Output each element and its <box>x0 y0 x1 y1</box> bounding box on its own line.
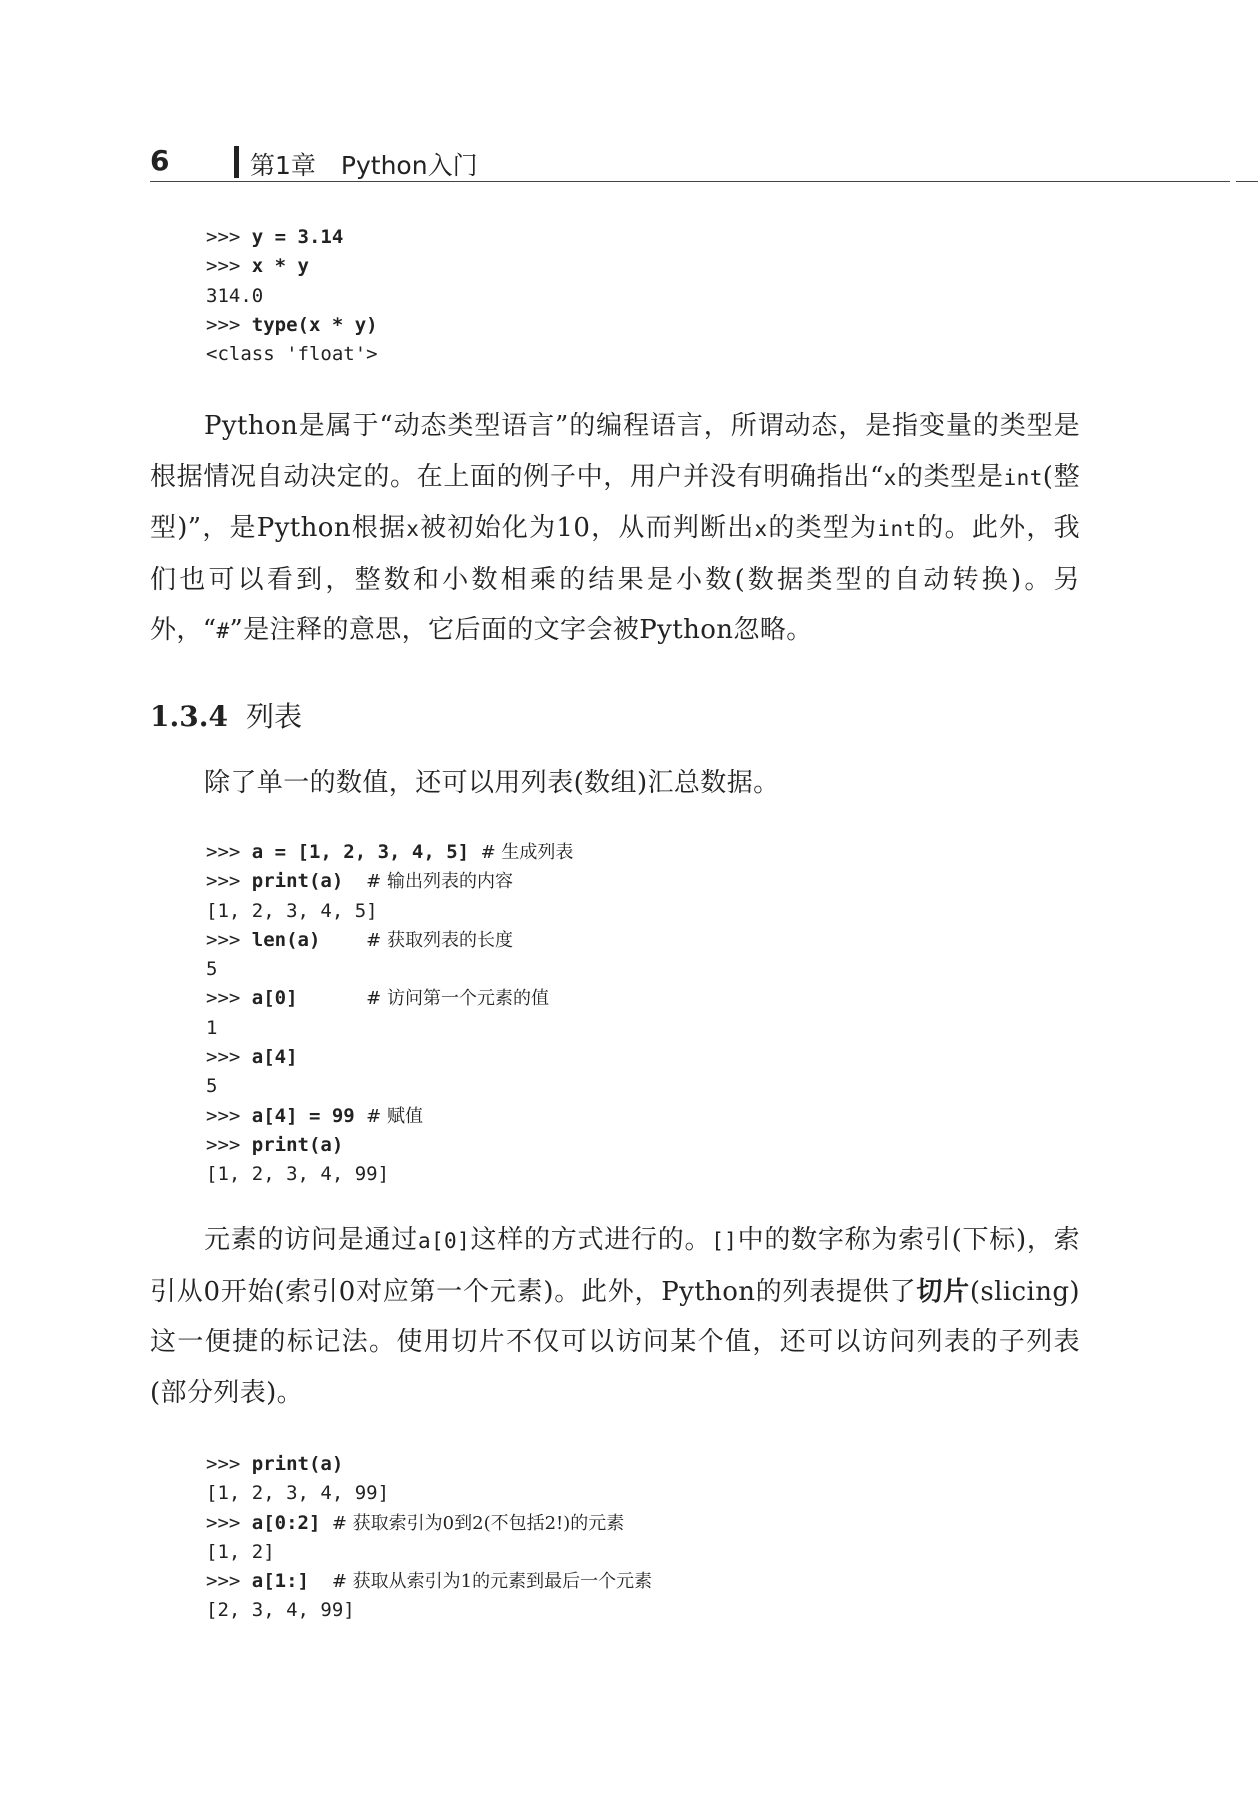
code-line <box>206 1509 652 1538</box>
text-run: 的类型为 <box>767 513 878 543</box>
code-line <box>206 897 573 926</box>
code-input: len(a) <box>251 928 321 951</box>
page-number: 6 <box>150 144 170 177</box>
code-prompt: >>> <box>206 255 252 278</box>
code-line <box>206 1072 573 1101</box>
code-line <box>206 282 378 311</box>
text-run: 的类型是 <box>896 461 1004 492</box>
code-comment: # 获取从索引为1的元素到最后一个元素 <box>331 1571 653 1593</box>
code-line <box>206 1567 652 1596</box>
code-line <box>206 1450 652 1479</box>
text-run: (slicing)这一便捷的标记法。使用切片不仅可以访问某个值，还可以访问列表的子列表(部分列表)。 <box>150 1276 1080 1408</box>
code-input: print(a) <box>251 1453 344 1475</box>
code-prompt: >>> <box>206 1511 252 1534</box>
text-run: (整型)”，是Python根据 <box>150 461 1080 543</box>
section-title: 列表 <box>245 700 302 733</box>
code-prompt: >>> <box>206 987 252 1010</box>
code-line <box>206 867 573 896</box>
code-block-1 <box>206 223 378 369</box>
code-input: print(a) <box>251 870 344 893</box>
inline-code: int <box>877 517 917 541</box>
code-block-2 <box>206 838 573 1190</box>
code-comment: # 输出列表的内容 <box>366 871 513 893</box>
code-input: a[4] <box>251 1046 298 1069</box>
code-line <box>206 984 573 1013</box>
code-output: <class 'float'> <box>206 343 378 366</box>
text-run: Python是属于“动态类型语言”的编程语言，所谓动态，是指变量的类型是根据情况自动决定的。在上面的例子中，用户并没有明确指出“ <box>150 411 1080 492</box>
code-line <box>206 1479 652 1508</box>
text-run: 的。此外，我们也可以看到，整数和小数相乘的结果是小数(数据类型的自动转换)。另外，“ <box>150 513 1080 645</box>
code-line <box>206 838 573 867</box>
page-header <box>150 140 1258 190</box>
header-bar <box>234 146 239 178</box>
code-line <box>206 1043 573 1072</box>
text-run: ”是注释的意思，它后面的文字会被Python忽略。 <box>229 615 813 645</box>
code-input: a[0:2] <box>251 1511 321 1534</box>
code-prompt: >>> <box>206 1133 252 1156</box>
paragraph-indexing <box>150 1215 1080 1418</box>
code-input: a[4] = 99 <box>251 1104 355 1127</box>
code-output: 1 <box>206 1016 218 1039</box>
code-output: 5 <box>206 958 218 981</box>
code-line <box>206 1014 573 1043</box>
code-line <box>206 1102 573 1131</box>
code-line <box>206 252 378 281</box>
code-line <box>206 223 378 252</box>
code-comment: # 生成列表 <box>480 842 574 863</box>
code-padding <box>343 870 366 892</box>
header-rule-right <box>1236 181 1258 182</box>
code-padding <box>320 1512 331 1534</box>
code-output: [1, 2] <box>206 1540 275 1563</box>
code-line <box>206 311 378 340</box>
code-comment: # 获取索引为0到2(不包括2!)的元素 <box>331 1512 625 1534</box>
code-comment: # 赋值 <box>366 1105 423 1127</box>
header-rule <box>150 181 1230 182</box>
code-prompt: >>> <box>206 928 252 951</box>
code-output: [1, 2, 3, 4, 99] <box>206 1163 390 1186</box>
text-run: 中的数字称为索引(下标)，索引从0开始(索引0对应第一个元素)。此外，Python的列表提供了 <box>150 1225 1081 1307</box>
inline-code: # <box>216 619 230 643</box>
inline-code: x <box>883 465 897 490</box>
code-input: x * y <box>251 255 309 278</box>
section-number: 1.3.4 <box>150 700 228 733</box>
code-prompt: >>> <box>206 841 252 863</box>
code-input: print(a) <box>251 1133 344 1156</box>
code-input: y = 3.14 <box>251 226 344 248</box>
bold-term: 切片 <box>916 1276 970 1307</box>
code-prompt: >>> <box>206 1046 252 1069</box>
code-line <box>206 1131 573 1160</box>
code-output: [1, 2, 3, 4, 99] <box>206 1482 390 1505</box>
code-comment: # 获取列表的长度 <box>366 929 513 951</box>
code-prompt: >>> <box>206 313 252 336</box>
text-run: 被初始化为10，从而判断出 <box>419 513 755 543</box>
code-output: 5 <box>206 1075 218 1098</box>
code-line <box>206 340 378 369</box>
code-line <box>206 1538 652 1567</box>
code-prompt: >>> <box>206 1104 252 1127</box>
code-prompt: >>> <box>206 870 252 893</box>
inline-code: x <box>754 517 768 541</box>
code-line <box>206 955 573 984</box>
code-padding <box>355 1105 366 1127</box>
text-run: 这样的方式进行的。 <box>470 1225 712 1255</box>
text-run: 元素的访问是通过 <box>204 1225 418 1255</box>
code-padding <box>298 987 367 1009</box>
code-prompt: >>> <box>206 1570 252 1593</box>
code-prompt: >>> <box>206 226 252 248</box>
code-input: a = [1, 2, 3, 4, 5] <box>251 841 470 863</box>
code-output: [2, 3, 4, 99] <box>206 1599 355 1622</box>
code-prompt: >>> <box>206 1453 252 1475</box>
code-block-3 <box>206 1450 652 1626</box>
paragraph-list-intro: 除了单一的数值，还可以用列表(数组)汇总数据。 <box>204 768 780 798</box>
section-heading <box>150 695 302 735</box>
code-input: a[0] <box>251 987 298 1010</box>
inline-code: int <box>1003 465 1043 490</box>
inline-code: [] <box>711 1229 738 1253</box>
code-comment: # 访问第一个元素的值 <box>366 988 549 1010</box>
inline-code: x <box>406 517 420 541</box>
code-input: type(x * y) <box>251 313 378 336</box>
code-line <box>206 926 573 955</box>
code-padding <box>309 1570 332 1592</box>
chapter-title: 第1章 Python入门 <box>250 151 478 180</box>
code-padding <box>320 929 366 951</box>
code-output: [1, 2, 3, 4, 5] <box>206 899 378 922</box>
paragraph-dynamic-typing <box>150 401 1080 657</box>
code-padding <box>469 841 480 863</box>
inline-code: a[0] <box>417 1229 471 1253</box>
code-input: a[1:] <box>251 1570 309 1593</box>
code-line <box>206 1596 652 1625</box>
code-output: 314.0 <box>206 284 264 307</box>
code-line <box>206 1160 573 1189</box>
